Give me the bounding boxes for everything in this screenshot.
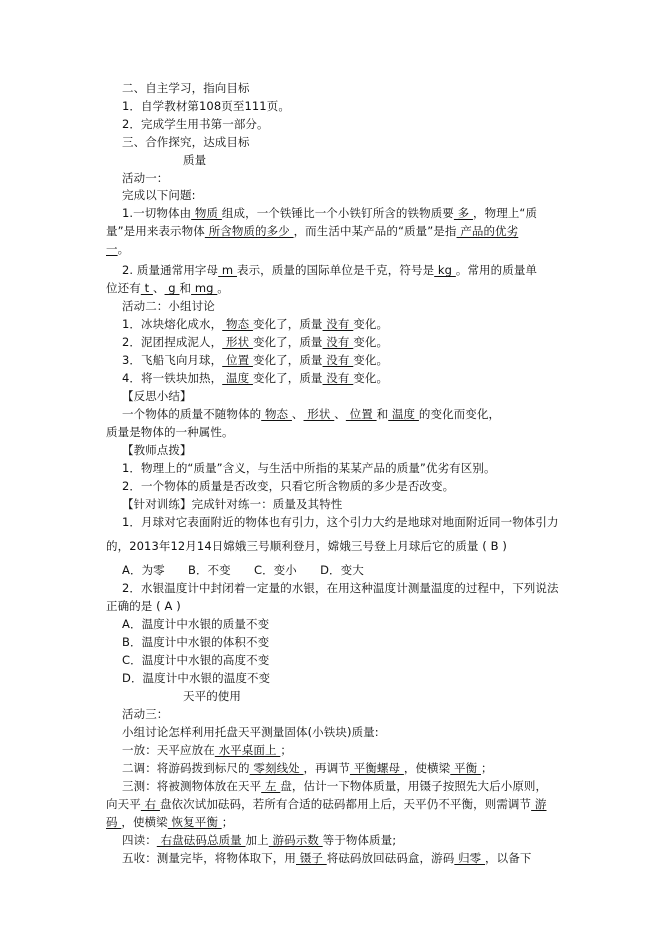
answer-blank: 平衡 (450, 761, 481, 775)
q1-line-2: 量”是用来表示物体 所含物质的多少 ，而生活中某产品的“质量”是指 产品的优劣 (106, 224, 519, 238)
answer-blank: 位置 (222, 353, 253, 367)
answer-blank: 镊子 (296, 851, 327, 865)
answer-blank: 平衡螺母 (349, 761, 404, 775)
drill-q2-line-2: 正确的是 ( A ) (106, 599, 181, 613)
answer-blank: 游码示数 (268, 833, 323, 847)
teacher-item-2: 2．一个物体的质量是否改变，只看它所含物质的多少是否改变。 (122, 479, 455, 493)
drill-q1-line-2: 的，2013年12月14日嫦娥三号顺利登月，嫦娥三号登上月球后它的质量 ( B ) (106, 539, 507, 553)
answer-blank: 多 (453, 206, 474, 220)
answer-blank: g (164, 281, 180, 295)
section-two-item-1: 1．自学教材第108页至111页。 (122, 99, 290, 113)
activity-three-label: 活动三： (122, 707, 169, 721)
drill-q1-options: A．为零 B．不变 C．变小 D．变大 (122, 563, 364, 577)
step-measure-line-1: 三测：将被测物体放在天平 左 盘，估计一下物体质量，用镊子按照先大后小原则， (122, 779, 548, 793)
answer-blank: 恢复平衡 (167, 815, 222, 829)
answer-blank: 物态 (261, 407, 292, 421)
drill-q2-option-c: C．温度计中水银的高度不变 (122, 653, 270, 667)
drill-q2-option-a: A．温度计中水银的质量不变 (122, 617, 270, 631)
answer-blank: 物质 (191, 206, 222, 220)
activity-three-intro: 小组讨论怎样利用托盘天平测量固体(小铁块)质量: (122, 725, 379, 739)
drill-q2-option-d: D．温度计中水银的温度不变 (122, 671, 271, 685)
summary-label: 【反思小结】 (122, 389, 192, 403)
section-three-title: 三、合作探究，达成目标 (122, 135, 250, 149)
answer-blank: 没有 (322, 353, 354, 367)
answer-blank: 码 (106, 815, 122, 829)
drill-q2-line-1: 2．水银温度计中封闭着一定量的水银，在用这种温度计测量温度的过程中，下列说法 (122, 581, 559, 595)
answer-blank: 没有 (322, 317, 354, 331)
answer-blank: 右 (140, 797, 160, 811)
activity-two-row: 1．冰块熔化成水， 物态 变化了，质量 没有 变化。 (122, 317, 389, 331)
step-place: 一放：天平应放在 水平桌面上 ； (122, 743, 292, 757)
step-adjust: 二调：将游码拨到标尺的 零刻线处 ，再调节 平衡螺母 ，使横梁 平衡 ； (122, 761, 493, 775)
answer-blank: 温度 (222, 371, 253, 385)
answer-blank: 没有 (322, 371, 354, 385)
answer-blank: 物态 (222, 317, 253, 331)
drill-q2-option-b: B．温度计中水银的体积不变 (122, 635, 270, 649)
answer-blank: 右盘砝码总质量 (156, 833, 246, 847)
step-collect: 五收：测量完毕，将物体取下，用 镊子 将砝码放回砝码盒，游码 归零 ，以备下 (122, 851, 532, 865)
step-measure-line-2: 向天平 右 盘依次试加砝码，若所有合适的砝码都用上后，天平仍不平衡，则需调节 游 (106, 797, 547, 811)
step-measure-line-3: 码 ，使横梁 恢复平衡 ； (106, 815, 234, 829)
answer-blank: 温度 (388, 407, 419, 421)
answer-blank: 位置 (345, 407, 377, 421)
activity-two-row: 4．将一铁块加热， 温度 变化了，质量 没有 变化。 (122, 371, 389, 385)
activity-two-row: 3．飞船飞向月球， 位置 变化了，质量 没有 变化。 (122, 353, 389, 367)
mass-heading: 质量 (183, 153, 207, 167)
q1-line-3: 一。 (106, 242, 130, 256)
answer-blank: 所含物质的多少 (204, 224, 294, 238)
answer-blank: 一 (106, 242, 118, 256)
q2-line-1: 2. 质量通常用字母 m 表示，质量的国际单位是千克，符号是 kg 。常用的质量单 (122, 263, 538, 277)
answer-blank: 产品的优劣 (456, 224, 519, 238)
answer-blank: t (140, 281, 153, 295)
q1-line-1: 1.一切物体由 物质 组成，一个铁锤比一个小铁钉所含的铁物质要 多 ，物理上“质 (122, 206, 538, 220)
answer-blank: m (218, 263, 237, 277)
q2-line-2: 位还有 t 、 g 和 mg 。 (106, 281, 229, 295)
drill-q1-line-1: 1．月球对它表面附近的物体也有引力，这个引力大约是地球对地面附近同一物体引力 (122, 515, 559, 529)
answer-blank: 零刻线处 (249, 761, 304, 775)
summary-line-2: 质量是物体的一种属性。 (106, 425, 234, 439)
step-read: 四读： 右盘砝码总质量 加上 游码示数 等于物体质量; (122, 833, 397, 847)
answer-blank: 左 (261, 779, 281, 793)
answer-blank: mg (191, 281, 218, 295)
answer-blank: 形状 (303, 407, 335, 421)
teacher-label: 【教师点拨】 (122, 443, 192, 457)
teacher-item-1: 1．物理上的“质量”含义，与生活中所指的某某产品的质量”优劣有区别。 (122, 461, 496, 475)
balance-heading: 天平的使用 (183, 689, 241, 703)
activity-two-row: 2．泥团捏成泥人， 形状 变化了，质量 没有 变化。 (122, 335, 389, 349)
answer-blank: 归零 (454, 851, 486, 865)
activity-two-label: 活动二：小组讨论 (122, 299, 215, 313)
activity-one-label: 活动一： (122, 171, 169, 185)
answer-blank: kg (434, 263, 456, 277)
answer-blank: 游 (531, 797, 547, 811)
drill-label: 【针对训练】完成针对练一：质量及其特性 (122, 497, 343, 511)
summary-line-1: 一个物体的质量不随物体的 物态 、 形状 、 位置 和 温度 的变化而变化， (122, 407, 501, 421)
section-two-item-2: 2．完成学生用书第一部分。 (122, 117, 269, 131)
section-two-title: 二、自主学习，指向目标 (122, 81, 250, 95)
answer-blank: 水平桌面上 (214, 743, 281, 757)
activity-one-instruction: 完成以下问题: (122, 188, 196, 202)
answer-blank: 没有 (322, 335, 354, 349)
answer-blank: 形状 (222, 335, 253, 349)
